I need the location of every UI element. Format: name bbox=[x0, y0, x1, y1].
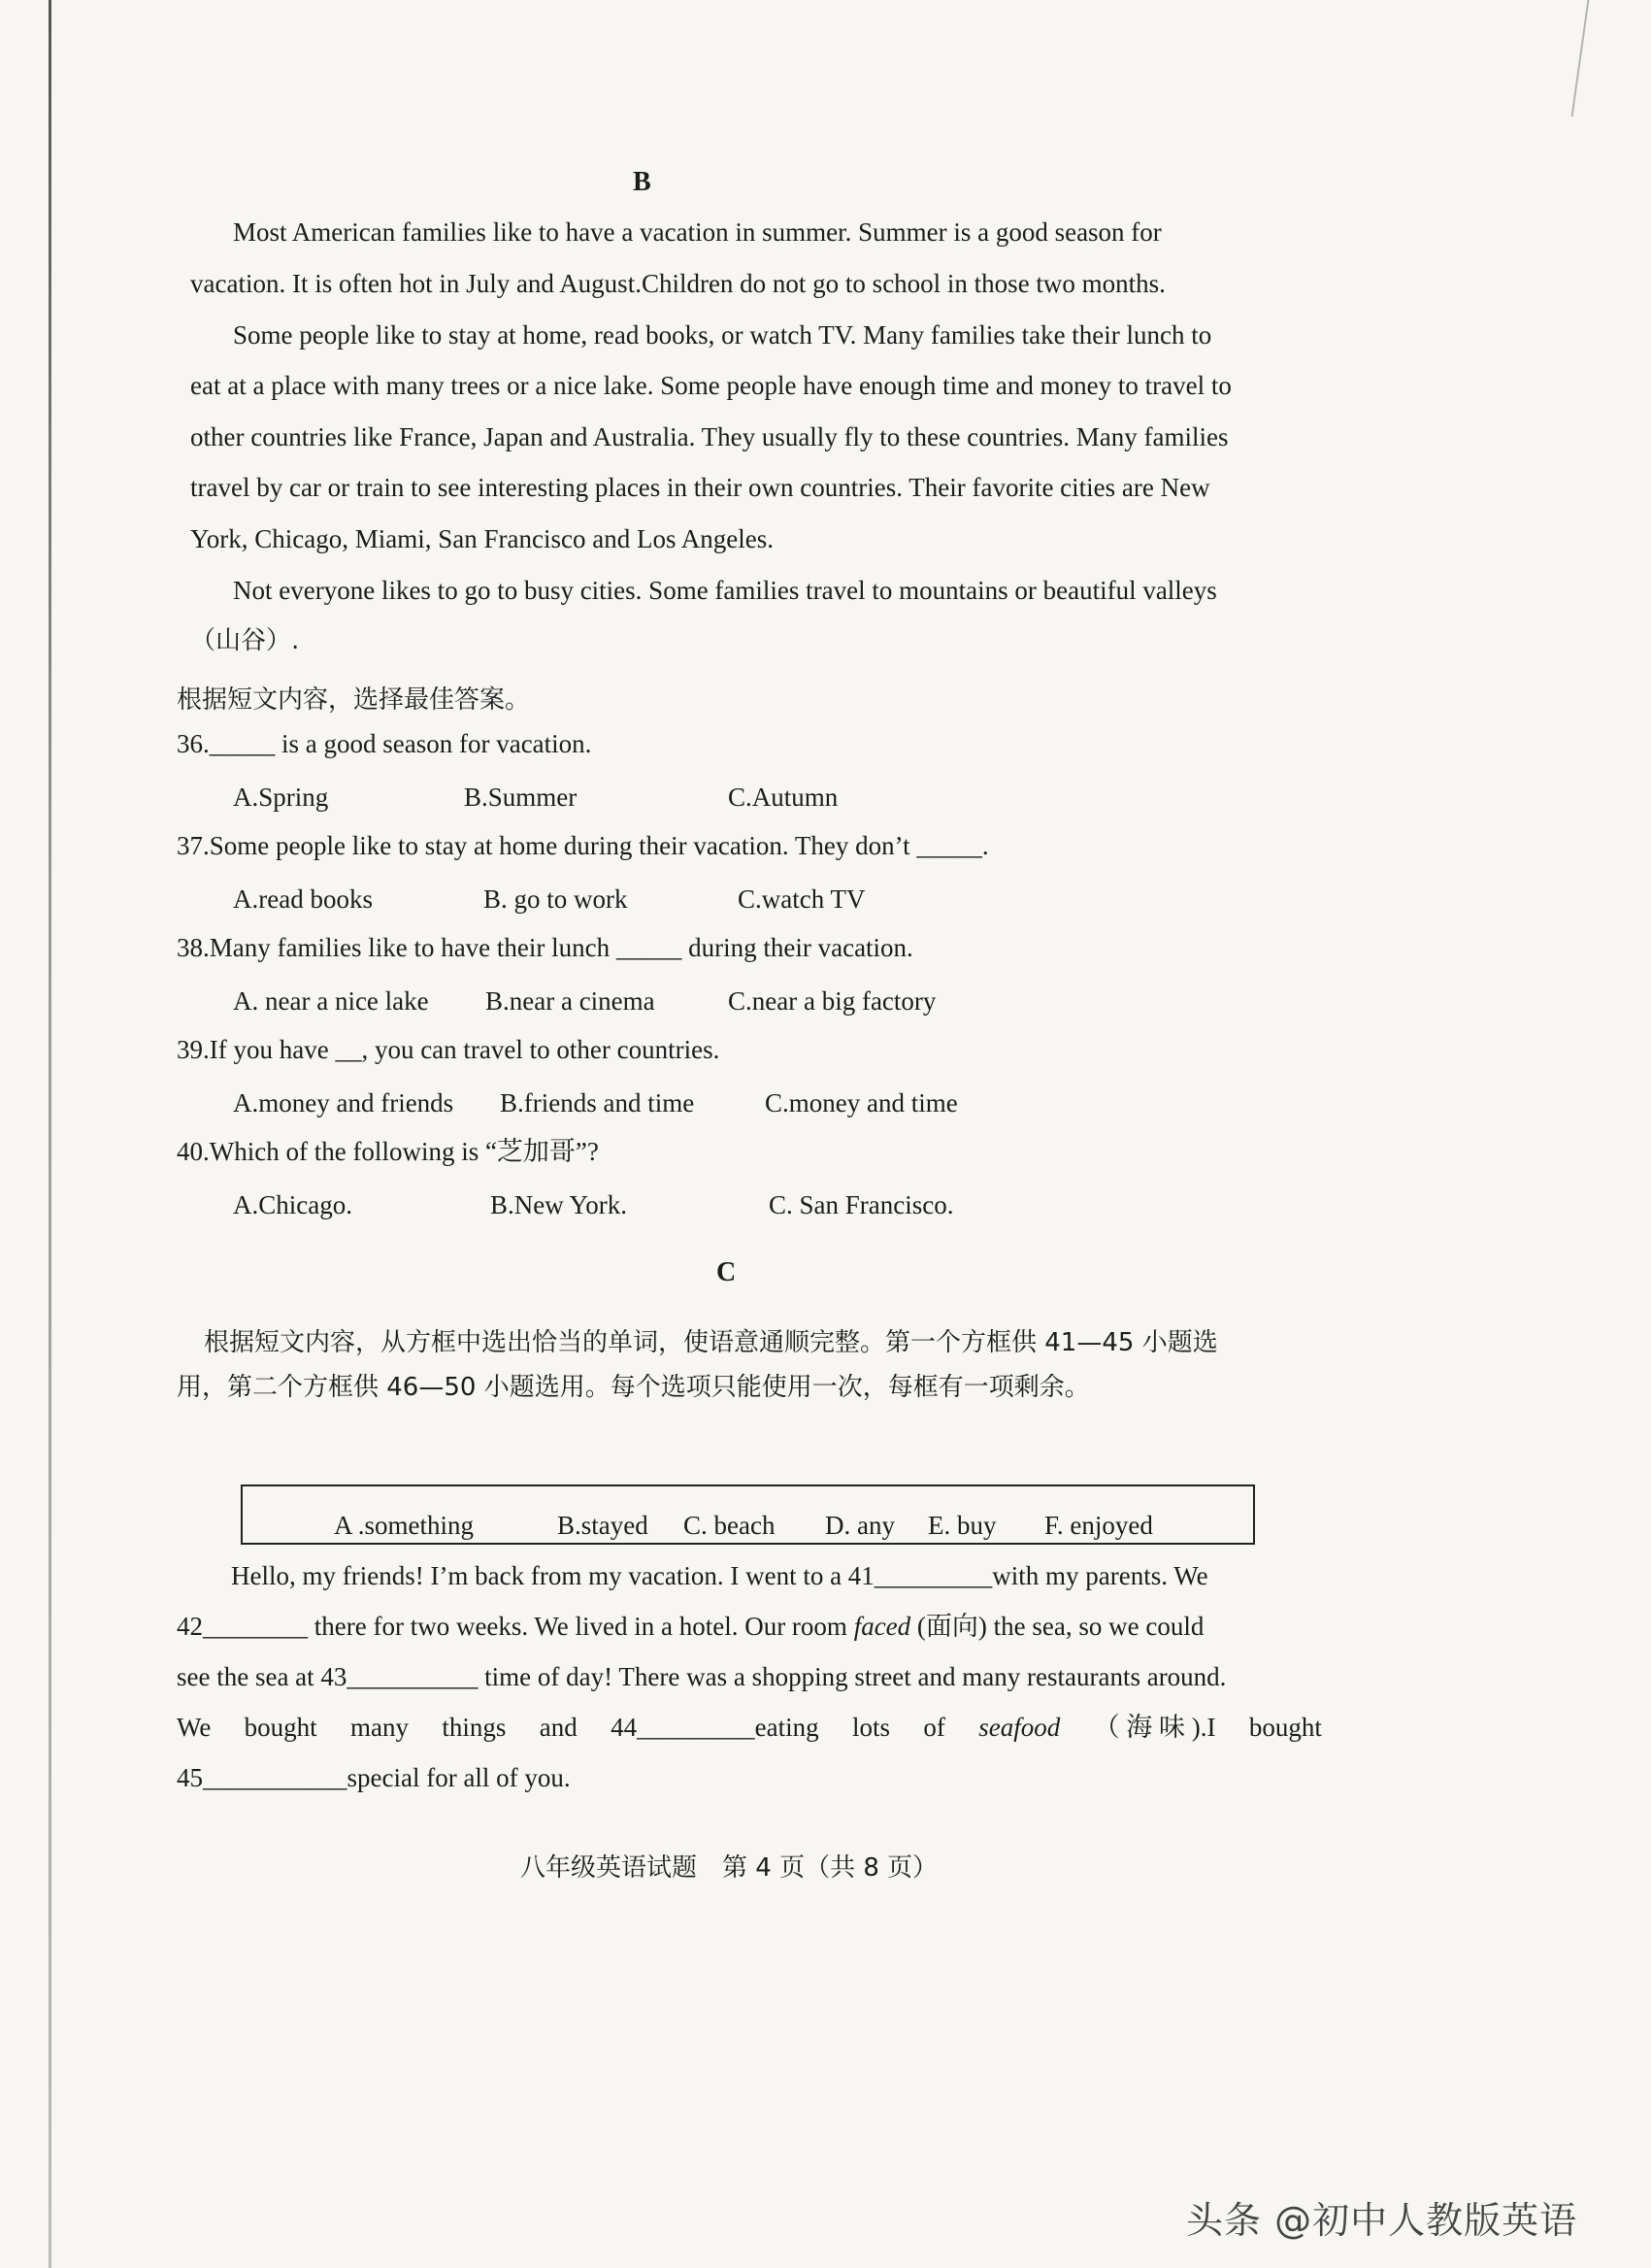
passage-line: other countries like France, Japan and Australia. They usually fly to these countries. Many families bbox=[190, 422, 1229, 451]
passage-line: Some people like to stay at home, read books, or watch TV. Many families take their lunch to bbox=[233, 320, 1212, 350]
passage-line: eat at a place with many trees or a nice lake. Some people have enough time and money to travel to bbox=[190, 371, 1232, 400]
passage-line: （山谷）. bbox=[190, 626, 300, 655]
answer-option: C.near a big factory bbox=[728, 986, 937, 1016]
passage-c-word: We bbox=[177, 1713, 212, 1742]
section-c-instruction: 根据短文内容，从方框中选出恰当的单词，使语意通顺完整。第一个方框供 41—45 小题选 bbox=[204, 1328, 1218, 1357]
section-c-instruction: 用，第二个方框供 46—50 小题选用。每个选项只能使用一次，每框有一项剩余。 bbox=[177, 1373, 1090, 1402]
passage-c-emphasis: faced bbox=[853, 1612, 911, 1641]
word-option: D. any bbox=[825, 1511, 895, 1540]
scan-edge bbox=[49, 0, 51, 2268]
answer-option: B.Summer bbox=[464, 783, 578, 812]
answer-option: C.Autumn bbox=[728, 783, 839, 812]
passage-line: Most American families like to have a vacation in summer. Summer is a good season for bbox=[233, 217, 1162, 247]
passage-line: travel by car or train to see interesting places in their own countries. Their favorite cities are New bbox=[190, 473, 1210, 502]
passage-c-word: bought bbox=[244, 1713, 317, 1742]
watermark: 头条 @初中人教版英语 bbox=[1186, 2199, 1578, 2242]
question-stem: 37.Some people like to stay at home during their vacation. They don’t _____. bbox=[177, 831, 989, 860]
word-option: E. buy bbox=[928, 1511, 997, 1540]
passage-c-line: Hello, my friends! I’m back from my vacation. I went to a 41_________with my parents. We bbox=[231, 1561, 1208, 1590]
word-option: A .something bbox=[334, 1511, 475, 1540]
passage-c-line: 45___________special for all of you. bbox=[177, 1763, 571, 1792]
question-stem: 40.Which of the following is “芝加哥”? bbox=[177, 1137, 599, 1166]
passage-c-text: (面向) the sea, so we could bbox=[910, 1612, 1205, 1641]
answer-option: A.money and friends bbox=[233, 1088, 454, 1117]
passage-c-word: seafood bbox=[978, 1713, 1061, 1742]
section-b-heading: B bbox=[633, 167, 651, 197]
passage-c-word: many bbox=[350, 1713, 410, 1742]
scan-fold-mark bbox=[1571, 0, 1648, 117]
passage-c-word: and bbox=[539, 1713, 578, 1742]
passage-c-word: of bbox=[923, 1713, 945, 1742]
passage-c-word: things bbox=[442, 1713, 507, 1742]
passage-c-line bbox=[177, 1614, 1204, 1640]
answer-option: A.Spring bbox=[233, 783, 329, 812]
answer-option: C.watch TV bbox=[738, 884, 866, 914]
answer-option: A. near a nice lake bbox=[233, 986, 429, 1016]
word-option: B.stayed bbox=[557, 1511, 648, 1540]
section-b-instruction: 根据短文内容，选择最佳答案。 bbox=[177, 685, 531, 715]
passage-line: York, Chicago, Miami, San Francisco and Los Angeles. bbox=[190, 524, 774, 553]
answer-option: B.near a cinema bbox=[485, 986, 655, 1016]
question-stem: 36._____ is a good season for vacation. bbox=[177, 729, 592, 758]
answer-option: B.New York. bbox=[490, 1190, 628, 1219]
passage-c-word: lots bbox=[851, 1713, 890, 1742]
answer-option: B. go to work bbox=[483, 884, 628, 914]
question-stem: 38.Many families like to have their lunch _____ during their vacation. bbox=[177, 933, 913, 962]
passage-line: Not everyone likes to go to busy cities. Some families travel to mountains or beautiful valleys bbox=[233, 576, 1217, 605]
passage-c-line: see the sea at 43__________ time of day! There was a shopping street and many restaurants around. bbox=[177, 1662, 1227, 1691]
word-option: C. beach bbox=[683, 1511, 776, 1540]
passage-c-line-justified bbox=[177, 1715, 1322, 1741]
passage-c-word: （ 海 味 ).I bbox=[1093, 1713, 1216, 1742]
page-footer: 八年级英语试题 第 4 页（共 8 页） bbox=[520, 1853, 939, 1883]
question-stem: 39.If you have __, you can travel to other countries. bbox=[177, 1035, 720, 1064]
section-c-heading: C bbox=[716, 1257, 737, 1287]
answer-option: A.Chicago. bbox=[233, 1190, 352, 1219]
answer-option: A.read books bbox=[233, 884, 373, 914]
answer-option: C. San Francisco. bbox=[769, 1190, 954, 1219]
passage-line: vacation. It is often hot in July and August.Children do not go to school in those two months. bbox=[190, 269, 1166, 298]
word-option: F. enjoyed bbox=[1044, 1511, 1153, 1540]
passage-c-word: 44_________eating bbox=[611, 1713, 819, 1742]
passage-c-text: 42________ there for two weeks. We lived in a hotel. Our room bbox=[177, 1612, 854, 1641]
answer-option: B.friends and time bbox=[500, 1088, 695, 1117]
passage-c-word: bought bbox=[1248, 1713, 1322, 1742]
answer-option: C.money and time bbox=[765, 1088, 958, 1117]
